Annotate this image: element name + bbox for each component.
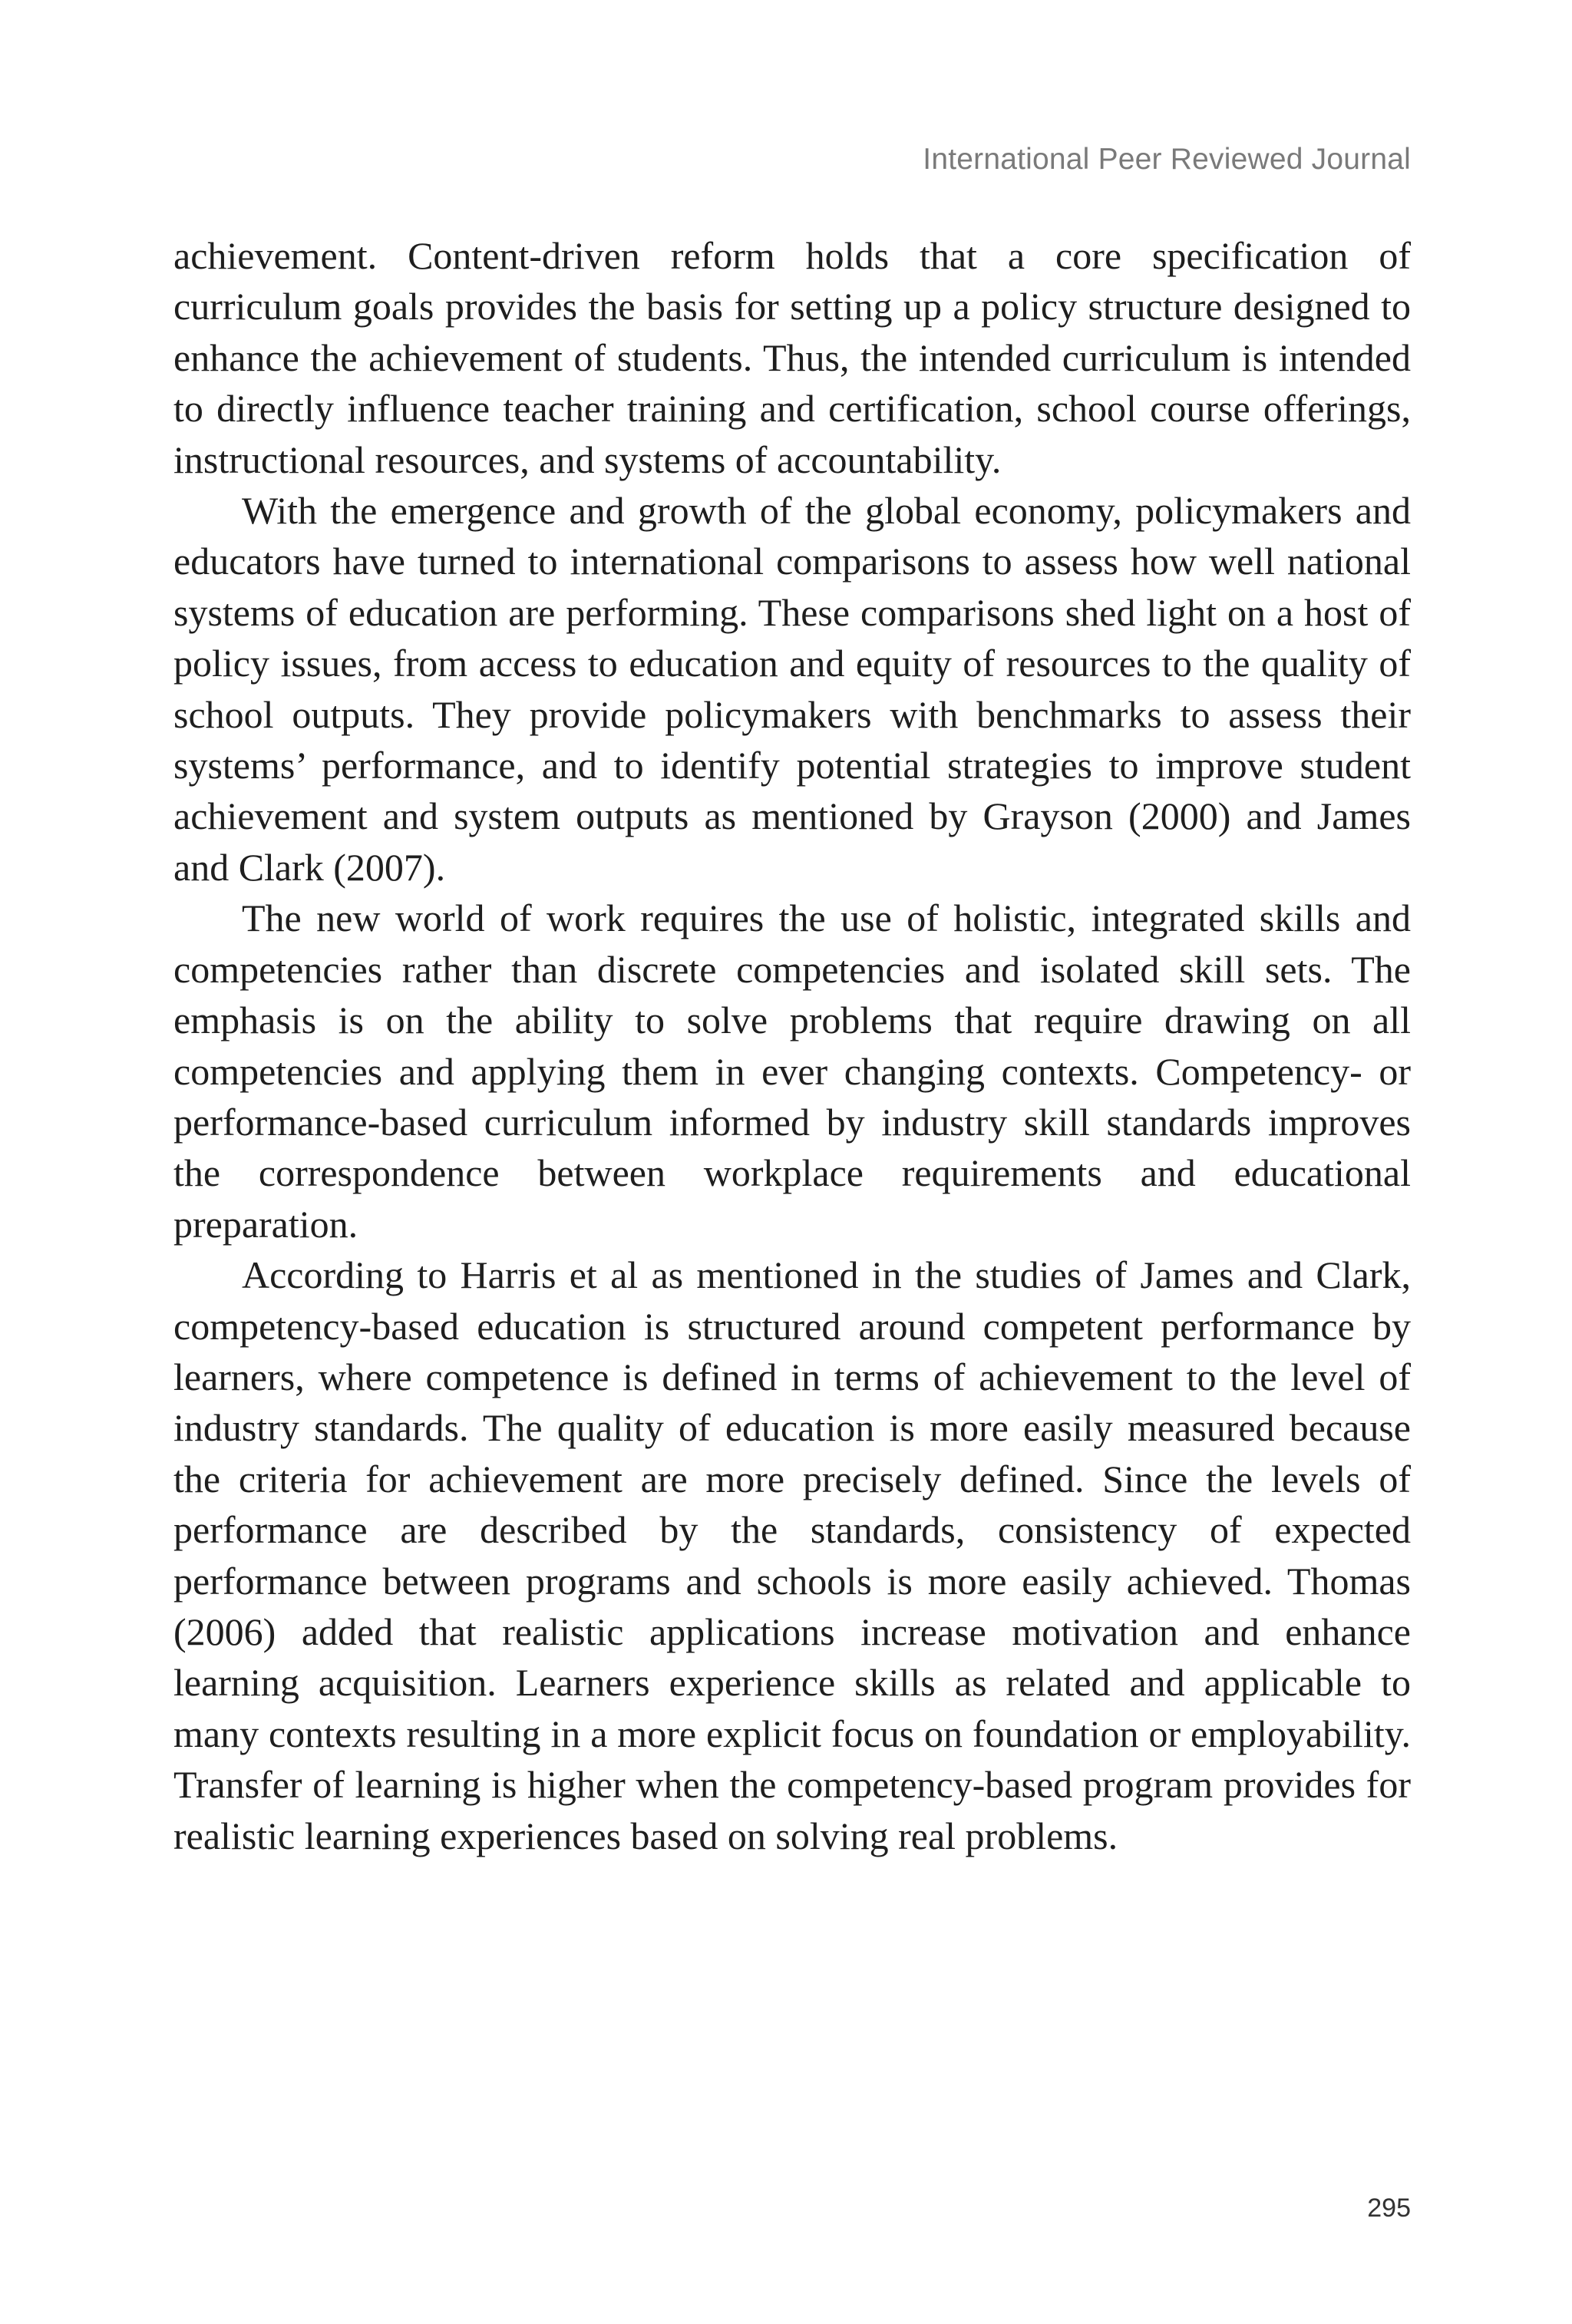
page-number: 295 xyxy=(1367,2194,1411,2223)
running-header-journal-name: International Peer Reviewed Journal xyxy=(923,143,1411,176)
paragraph-global-economy: With the emergence and growth of the global economy, policymakers and educators have turned to international comparisons to assess how well national systems of education are performing. These comparisons shed light on a host of policy issues, from access to education and equity of resources to the quality of school outputs. They provide policymakers with benchmarks to assess their systems’ performance, and to identify potential strategies to improve student achievement and system outputs as mentioned by Grayson (2000) and James and Clark (2007). xyxy=(173,489,1411,889)
paragraph-competency-based-education: According to Harris et al as mentioned in the studies of James and Clark, competency-based education is structured around competent performance by learners, where competence is defined in terms of achievement to the level of industry standards. The quality of education is more easily measured because the criteria for achievement are more precisely defined. Since the levels of performance are described by the standards, consistency of expected performance between programs and schools is more easily achieved. Thomas (2006) added that realistic applications increase motivation and enhance learning acquisition. Learners experience skills as related and applicable to many contexts resulting in a more explicit focus on foundation or employability. Transfer of learning is higher when the competency-based program provides for realistic learning experiences based on solving real problems. xyxy=(173,1253,1411,1857)
paragraph-world-of-work: The new world of work requires the use of holistic, integrated skills and competencies rather than discrete competencies and isolated skill sets. The emphasis is on the ability to solve problems that require drawing on all competencies and applying them in ever changing contexts. Competency- or performance-based curriculum informed by industry skill standards improves the correspondence between workplace requirements and educational preparation. xyxy=(173,896,1411,1246)
body-text xyxy=(173,230,1411,1861)
paragraph-continuation: achievement. Content-driven reform holds that a core specification of curriculum goals provides the basis for setting up a policy structure designed to enhance the achievement of students. Thus, the intended curriculum is intended to directly influence teacher training and certification, school course offerings, instructional resources, and systems of accountability. xyxy=(173,234,1411,481)
